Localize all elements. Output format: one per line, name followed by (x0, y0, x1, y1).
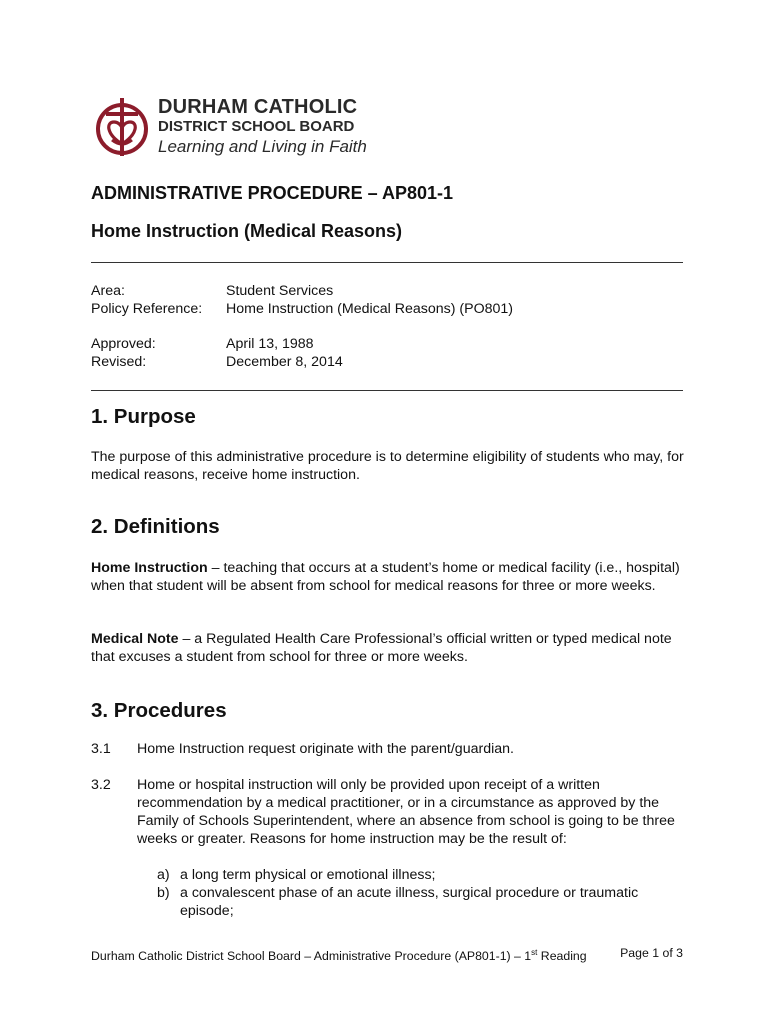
footer-sup: st (531, 948, 538, 957)
definitions-heading: 2. Definitions (91, 515, 220, 538)
revised-label: Revised: (91, 354, 147, 370)
footer-reading: Reading (537, 949, 587, 964)
revised-value: December 8, 2014 (226, 354, 343, 370)
subitem-text: a long term physical or emotional illness; (180, 867, 436, 883)
footer-document-info (91, 945, 587, 964)
definition-text: – teaching that occurs at a student’s home or medical facility (i.e., hospital) when that student will be absent from school for medical reasons for three or more weeks. (91, 560, 680, 594)
definition-medical-note (91, 630, 691, 666)
board-logo (92, 96, 392, 162)
policy-label: Policy Reference: (91, 301, 203, 317)
procedure-number: 3.1 (91, 741, 111, 757)
definition-term: Medical Note (91, 631, 179, 647)
procedure-number: 3.2 (91, 777, 111, 793)
document-subtitle: Home Instruction (Medical Reasons) (91, 221, 403, 241)
document-title: ADMINISTRATIVE PROCEDURE – AP801-1 (91, 183, 454, 203)
subitem-label: a) (157, 867, 170, 883)
footer-main: Durham Catholic District School Board – Administrative Procedure (AP801-1) – 1 (91, 949, 532, 964)
purpose-text: The purpose of this administrative procedure is to determine eligibility of students who may, for medical reasons, receive home instruction. (91, 449, 684, 483)
divider-top (91, 262, 683, 263)
subitem-text: a convalescent phase of an acute illness, surgical procedure or traumatic episode; (180, 885, 639, 919)
definition-term: Home Instruction (91, 560, 208, 576)
definition-home-instruction (91, 559, 691, 595)
procedure-text: Home or hospital instruction will only be provided upon receipt of a written recommendation by a medical practitioner, or in a circumstance as approved by the Family of Schools Superintendent, where an absence from school is going to be three weeks or greater. Reasons for home instruction may be the result of: (137, 777, 675, 847)
page-number: Page 1 of 3 (620, 946, 683, 960)
definition-text: – a Regulated Health Care Professional’s official written or typed medical note that excuses a student from school for three or more weeks. (91, 631, 672, 665)
policy-value: Home Instruction (Medical Reasons) (PO801) (226, 301, 514, 317)
purpose-heading: 1. Purpose (91, 405, 196, 428)
logo-line-2: DISTRICT SCHOOL BOARD (158, 118, 355, 135)
logo-line-1: DURHAM CATHOLIC (158, 96, 358, 118)
approved-value: April 13, 1988 (226, 336, 314, 352)
procedures-heading: 3. Procedures (91, 699, 227, 722)
approved-label: Approved: (91, 336, 156, 352)
board-crest-icon (92, 96, 154, 158)
procedure-text: Home Instruction request originate with the parent/guardian. (137, 741, 514, 757)
logo-tagline: Learning and Living in Faith (158, 137, 367, 156)
area-label: Area: (91, 283, 125, 299)
subitem-label: b) (157, 885, 170, 901)
area-value: Student Services (226, 283, 334, 299)
divider-bottom (91, 390, 683, 391)
